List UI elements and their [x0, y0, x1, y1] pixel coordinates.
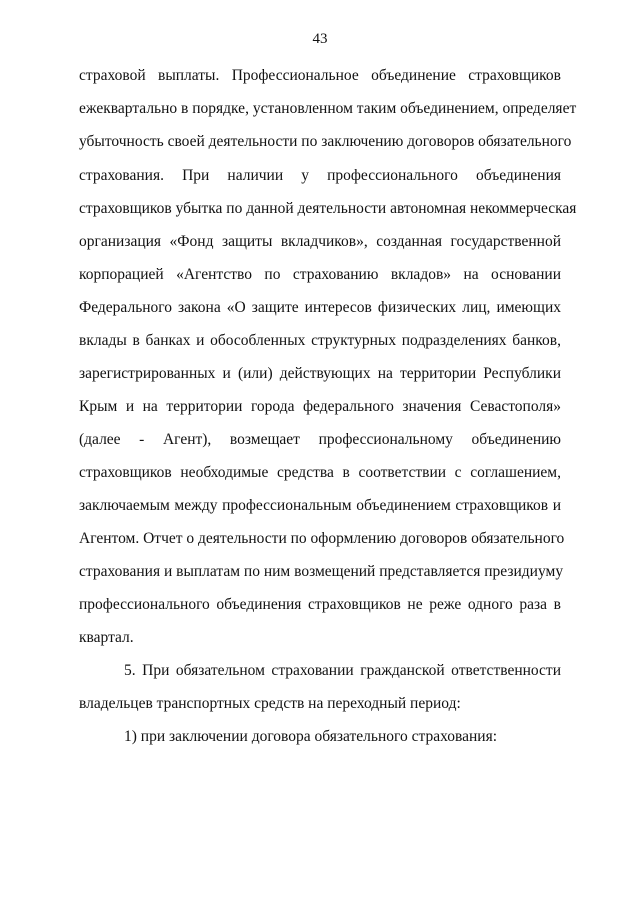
paragraph-1-line: вклады в банках и обособленных структурных подразделениях банков,	[79, 332, 561, 349]
paragraph-1-line: Агентом. Отчет о деятельности по оформлению договоров обязательного	[79, 530, 565, 547]
paragraph-1-line: Крым и на территории города федерального значения Севастополя»	[79, 398, 561, 415]
paragraph-1-line: ежеквартально в порядке, установленном таким объединением, определяет	[79, 100, 577, 117]
paragraph-2-line: владельцев транспортных средств на переходный период:	[79, 695, 461, 712]
paragraph-1-line: организация «Фонд защиты вкладчиков», созданная государственной	[79, 233, 561, 250]
paragraph-1-line: корпорацией «Агентство по страхованию вкладов» на основании	[79, 266, 561, 283]
paragraph-1-line: страховщиков необходимые средства в соответствии с соглашением,	[79, 464, 561, 481]
paragraph-1-line: страховщиков убытка по данной деятельности автономная некоммерческая	[79, 200, 577, 217]
paragraph-1-line: заключаемым между профессиональным объединением страховщиков и	[79, 497, 561, 514]
paragraph-1-line: страхования и выплатам по ним возмещений представляется президиуму	[79, 563, 564, 580]
paragraph-3-line: 1) при заключении договора обязательного страхования:	[124, 728, 497, 745]
paragraph-1-line: Федерального закона «О защите интересов физических лиц, имеющих	[79, 299, 561, 316]
paragraph-1-line: зарегистрированных и (или) действующих на территории Республики	[79, 365, 561, 382]
page-number: 43	[312, 31, 328, 47]
paragraph-1-line: (далее - Агент), возмещает профессиональному объединению	[79, 431, 561, 448]
paragraph-2-line: 5. При обязательном страховании гражданской ответственности	[124, 662, 561, 679]
paragraph-1-line: убыточность своей деятельности по заключению договоров обязательного	[79, 133, 572, 150]
paragraph-1-line: страхования. При наличии у профессионального объединения	[79, 167, 561, 184]
paragraph-1-line: квартал.	[79, 629, 134, 646]
paragraph-1-line: профессионального объединения страховщиков не реже одного раза в	[79, 596, 561, 613]
paragraph-1-line: страховой выплаты. Профессиональное объединение страховщиков	[79, 67, 561, 84]
